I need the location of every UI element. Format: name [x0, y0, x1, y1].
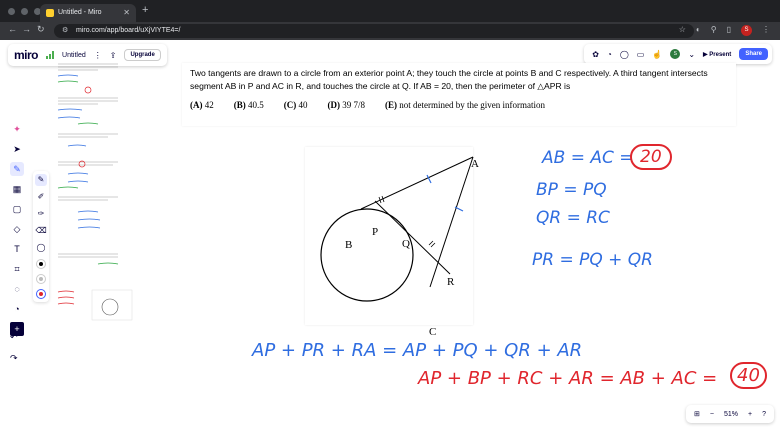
note-bp-pq[interactable]: BP = PQ	[536, 180, 607, 200]
video-icon[interactable]: ▭	[636, 49, 645, 59]
sidebar-icon[interactable]: ▯	[726, 25, 731, 34]
puzzle-icon[interactable]: ⚲	[710, 25, 717, 34]
board-menu-icon[interactable]: ⋮	[93, 50, 102, 60]
window-controls[interactable]	[8, 8, 41, 15]
plus-icon[interactable]: +	[10, 322, 24, 336]
eraser-icon[interactable]: ⌫	[35, 226, 47, 235]
miro-favicon-icon	[46, 9, 54, 17]
plan-bars-icon	[46, 51, 54, 59]
bookmark-star-icon[interactable]: ☆	[678, 25, 686, 34]
choice-d: (D) 39 7/8	[327, 100, 366, 110]
label-b: B	[345, 239, 353, 251]
choice-e: (E) not determined by the given information	[385, 100, 545, 110]
browser-actions	[679, 25, 770, 36]
board-name[interactable]: Untitled	[62, 51, 86, 59]
back-icon[interactable]: ←	[8, 24, 17, 34]
profile-avatar[interactable]: S	[741, 25, 752, 36]
avatar[interactable]: S	[670, 49, 680, 59]
answer-choices	[190, 100, 728, 110]
close-tab-icon[interactable]: ✕	[123, 8, 130, 17]
frame-icon[interactable]: ⌗	[14, 264, 20, 274]
url-field[interactable]	[54, 24, 694, 38]
note-perimeter[interactable]: AP + PR + RA = AP + PQ + QR + AR	[252, 340, 583, 361]
color-gray[interactable]	[36, 274, 46, 284]
chevron-down-icon[interactable]: ⌄	[688, 49, 696, 59]
note-ab-ac[interactable]: AB = AC =	[542, 148, 634, 168]
zoom-controls	[686, 405, 774, 423]
board-thumbnail-notes[interactable]	[58, 62, 150, 342]
marker-icon[interactable]: ✐	[37, 192, 45, 201]
undo-icon[interactable]: ↶	[10, 332, 18, 342]
export-icon[interactable]: ⇪	[109, 50, 117, 60]
tab-bar	[0, 0, 780, 22]
color-black[interactable]	[36, 259, 46, 269]
undo-redo	[10, 332, 18, 364]
help-icon[interactable]: ?	[762, 410, 766, 418]
label-q: Q	[402, 238, 410, 250]
problem-text: Two tangents are drawn to a circle from an exterior point A; they touch the circle at points B and C respectively. A third tangent intersects segment AB in P and AC in R, and touches the circle at Q. If AB = 20, then the perimeter of △APR is	[190, 68, 708, 91]
browser-chrome	[0, 0, 780, 40]
tangent-circle-figure[interactable]	[305, 147, 479, 338]
note-circled-40[interactable]: 40	[730, 362, 767, 389]
ai-sparkle-icon[interactable]: ✦	[13, 124, 21, 134]
template-icon[interactable]: ▦	[12, 184, 22, 194]
pen-icon[interactable]: ✎	[10, 162, 24, 176]
choice-a: (A) 42	[190, 100, 214, 110]
site-info-icon[interactable]: ⚙	[62, 27, 69, 34]
extension-icon[interactable]: ◐	[695, 25, 701, 34]
miro-board-canvas[interactable]	[0, 40, 780, 429]
upgrade-button[interactable]: Upgrade	[124, 49, 160, 61]
label-p: P	[372, 226, 379, 238]
reload-icon[interactable]: ↻	[37, 24, 45, 34]
zoom-out-icon[interactable]: −	[709, 410, 714, 418]
browser-tab[interactable]	[40, 4, 136, 22]
timer-icon[interactable]: ◔	[606, 49, 612, 59]
miro-logo[interactable]: miro	[14, 48, 39, 62]
highlighter-icon[interactable]: ✑	[37, 209, 45, 218]
reactions-icon[interactable]: ✿	[592, 49, 599, 59]
text-icon[interactable]: T	[14, 244, 20, 254]
pen-toolbar	[33, 171, 49, 302]
shapes-icon[interactable]: ◇	[13, 224, 21, 234]
color-red[interactable]	[36, 289, 46, 299]
cursor-icon[interactable]: ☝	[652, 49, 663, 59]
menu-dots-icon[interactable]: ⋮	[762, 25, 770, 34]
present-button[interactable]: ▶ Present	[703, 51, 732, 58]
sticky-note-icon[interactable]: ▢	[12, 204, 22, 214]
note-circled-20[interactable]: 20	[630, 144, 672, 170]
comment-tool-icon[interactable]: ◌	[14, 284, 20, 294]
comment-icon[interactable]: ◯	[619, 49, 629, 59]
note-sum[interactable]: AP + BP + RC + AR = AB + AC =	[418, 368, 718, 389]
chat-icon[interactable]: ◔	[14, 304, 20, 314]
select-icon[interactable]: ➤	[13, 144, 21, 154]
note-pr[interactable]: PR = PQ + QR	[532, 250, 653, 270]
forward-icon[interactable]: →	[22, 24, 31, 34]
choice-b: (B) 40.5	[233, 100, 264, 110]
label-c: C	[429, 326, 437, 338]
lasso-icon[interactable]: ◯	[36, 243, 46, 252]
grid-icon[interactable]: ⊞	[694, 411, 700, 418]
new-tab-icon[interactable]: +	[142, 4, 149, 16]
address-bar-row	[0, 22, 780, 40]
creation-toolbar	[8, 122, 26, 336]
share-button[interactable]: Share	[739, 48, 768, 60]
tab-title: Untitled - Miro	[58, 9, 102, 16]
zoom-in-icon[interactable]: +	[748, 410, 753, 418]
problem-card[interactable]	[182, 63, 736, 126]
redo-icon[interactable]: ↷	[10, 353, 18, 363]
label-r: R	[447, 276, 455, 288]
note-qr-rc[interactable]: QR = RC	[536, 208, 610, 228]
pen-tool-icon[interactable]: ✎	[35, 174, 47, 186]
label-a: A	[471, 158, 479, 170]
zoom-level[interactable]: 51%	[723, 410, 738, 418]
choice-c: (C) 40	[283, 100, 308, 110]
collab-toolbar	[584, 44, 772, 64]
url-text: miro.com/app/board/uXjVIYTE4=/	[76, 27, 181, 34]
present-label: Present	[709, 51, 732, 58]
